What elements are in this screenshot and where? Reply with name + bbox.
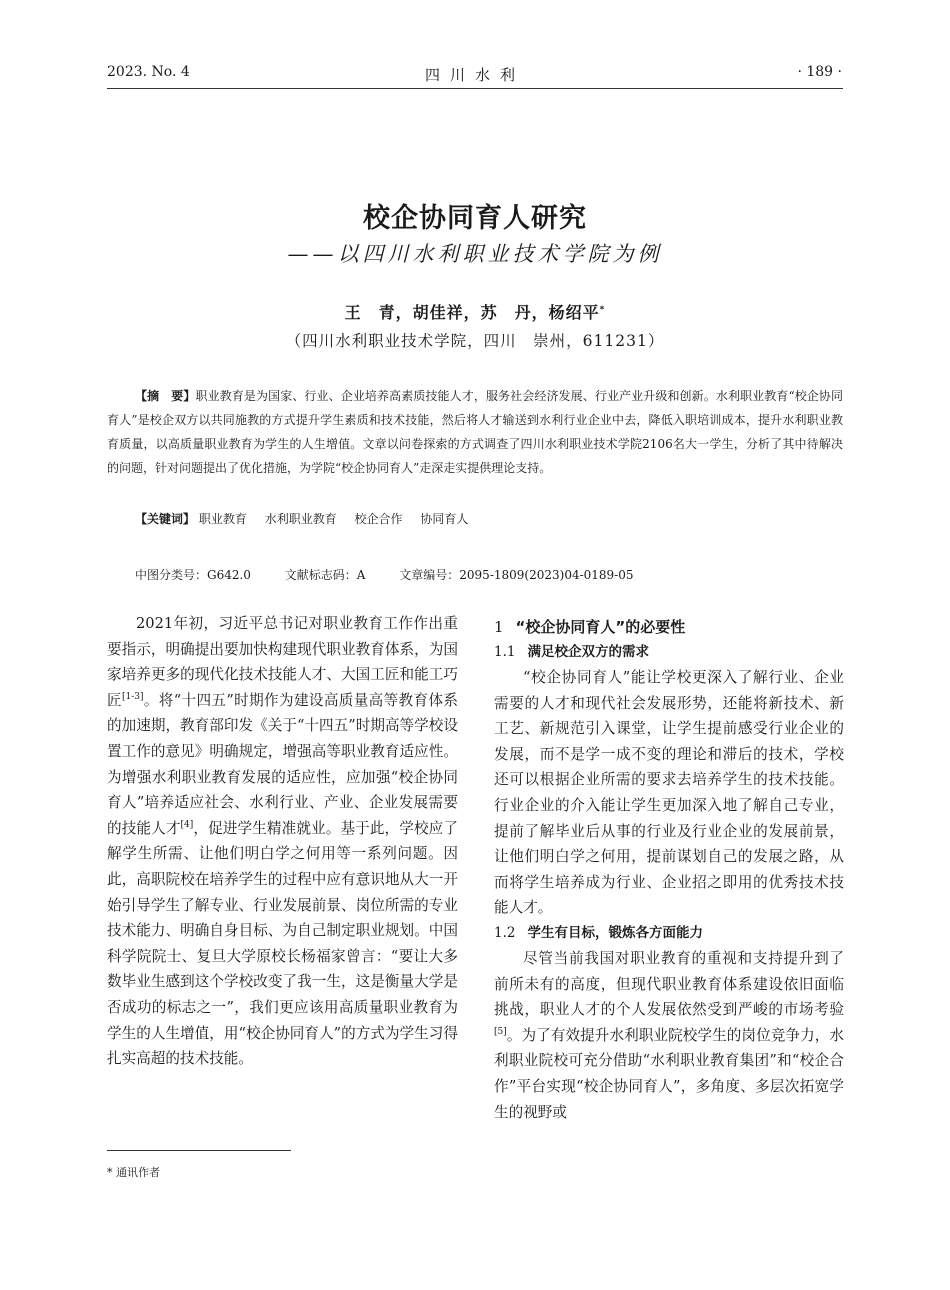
page-number: · 189 ·: [797, 64, 842, 80]
citation: [4]: [180, 819, 194, 830]
authors: [0, 300, 950, 323]
classification-line: [135, 566, 664, 583]
abstract-label: 【摘 要】: [135, 389, 196, 403]
article-number: 文章编号：2095-1809(2023)04-0189-05: [399, 568, 634, 582]
citation: [5]: [494, 1026, 507, 1037]
left-column: [107, 611, 458, 1072]
corresponding-mark: *: [599, 305, 606, 315]
keyword: 协同育人: [420, 512, 469, 526]
keyword: 水利职业教育: [264, 512, 337, 526]
body-paragraph: 2021年初，习近平总书记对职业教育工作作出重要指示，明确提出要加快构建现代职业教育体系，为国家培养更多的现代化技术技能人才、大国工匠和能工巧匠[1-3]。将“十四五”时期作为建设高质量高等教育体系的加速期，教育部印发《关于“十四五”时期高等学校设置工作的意见》明确规定，增强高等职业教育适应性。为增强水利职业教育发展的适应性，应加强“校企协同育人”培养适应社会、水利行业、产业、企业发展需要的技能人才[4]，促进学生精准就业。基于此，学校应了解学生所需、让他们明白学之何用等一系列问题。因此，高职院校在培养学生的过程中应有意识地从大一开始引导学生了解专业、行业发展前景、岗位所需的专业技术能力、明确自身目标、为自己制定职业规划。中国科学院院士、复旦大学原校长杨福家曾言：“要让大多数毕业生感到这个学校改变了我一生，这是衡量大学是否成功的标志之一”，我们更应该用高质量职业教育为学生的人生增值，用“校企协同育人”的方式为学生习得扎实高超的技术技能。: [107, 615, 458, 1068]
document-code: 文献标志码：A: [284, 568, 366, 582]
footnote: * 通讯作者: [107, 1166, 160, 1179]
header-rule: [107, 88, 843, 89]
keyword: 校企合作: [354, 512, 403, 526]
section-heading: 1 “校企协同育人”的必要性: [494, 618, 686, 636]
article-subtitle: ——以四川水利职业技术学院为例: [287, 242, 663, 266]
keywords: [135, 510, 482, 527]
abstract-text: 职业教育是为国家、行业、企业培养高素质技能人才，服务社会经济发展、行业产业升级和创新。水利职业教育“校企协同育人”是校企双方以共同施教的方式提升学生素质和技术技能，然后将人才输送到水利行业企业中去，降低入职培训成本，提升水利职业教育质量，以高质量职业教育为学生的人生增值。文章以问卷探索的方式调查了四川水利职业技术学院2106名大一学生，分析了其中待解决的问题，针对问题提出了优化措施，为学院“校企协同育人”走深走实提供理论支持。: [107, 389, 843, 475]
right-column: [494, 615, 844, 1125]
journal-name: 四川水利: [424, 66, 525, 84]
subsection-heading: 1.2 学生有目标，锻炼各方面能力: [494, 924, 703, 941]
clc-number: 中图分类号：G642.0: [135, 568, 251, 582]
affiliation: （四川水利职业技术学院，四川 崇州，611231）: [285, 332, 665, 350]
body-paragraph: “校企协同育人”能让学校更深入了解行业、企业需要的人才和现代社会发展形势，还能将新技术、新工艺、新规范引入课堂，让学生提前感受行业企业的发展，而不是学一成不变的理论和滞后的技术，学校还可以根据企业所需的要求去培养学生的技术技能。行业企业的介入能让学生更加深入地了解自己专业，提前了解毕业后从事的行业及行业企业的发展前景，让他们明白学之何用，提前谋划自己的发展之路，从而将学生培养成为行业、企业招之即用的优秀技术技能人才。: [494, 669, 844, 917]
footnote-rule: [107, 1150, 291, 1151]
subsection-heading: 1.1 满足校企双方的需求: [494, 644, 649, 660]
article-title: 校企协同育人研究: [363, 203, 587, 234]
issue-number: 2023. No. 4: [107, 64, 190, 80]
keyword: 职业教育: [198, 512, 247, 526]
keywords-label: 【关键词】: [135, 512, 196, 526]
body-paragraph: 尽管当前我国对职业教育的重视和支持提升到了前所未有的高度，但现代职业教育体系建设依旧面临挑战，职业人才的个人发展依然受到严峻的市场考验[5]。为了有效提升水利职业院校学生的岗位竞争力，水利职业院校可充分借助“水利职业教育集团”和“校企合作”平台实现“校企协同育人”，多角度、多层次拓宽学生的视野或: [494, 949, 844, 1121]
citation: [1-3]: [121, 691, 144, 702]
author-names: 王 青，胡佳祥，苏 丹，杨绍平: [344, 303, 600, 322]
abstract: [107, 384, 843, 480]
